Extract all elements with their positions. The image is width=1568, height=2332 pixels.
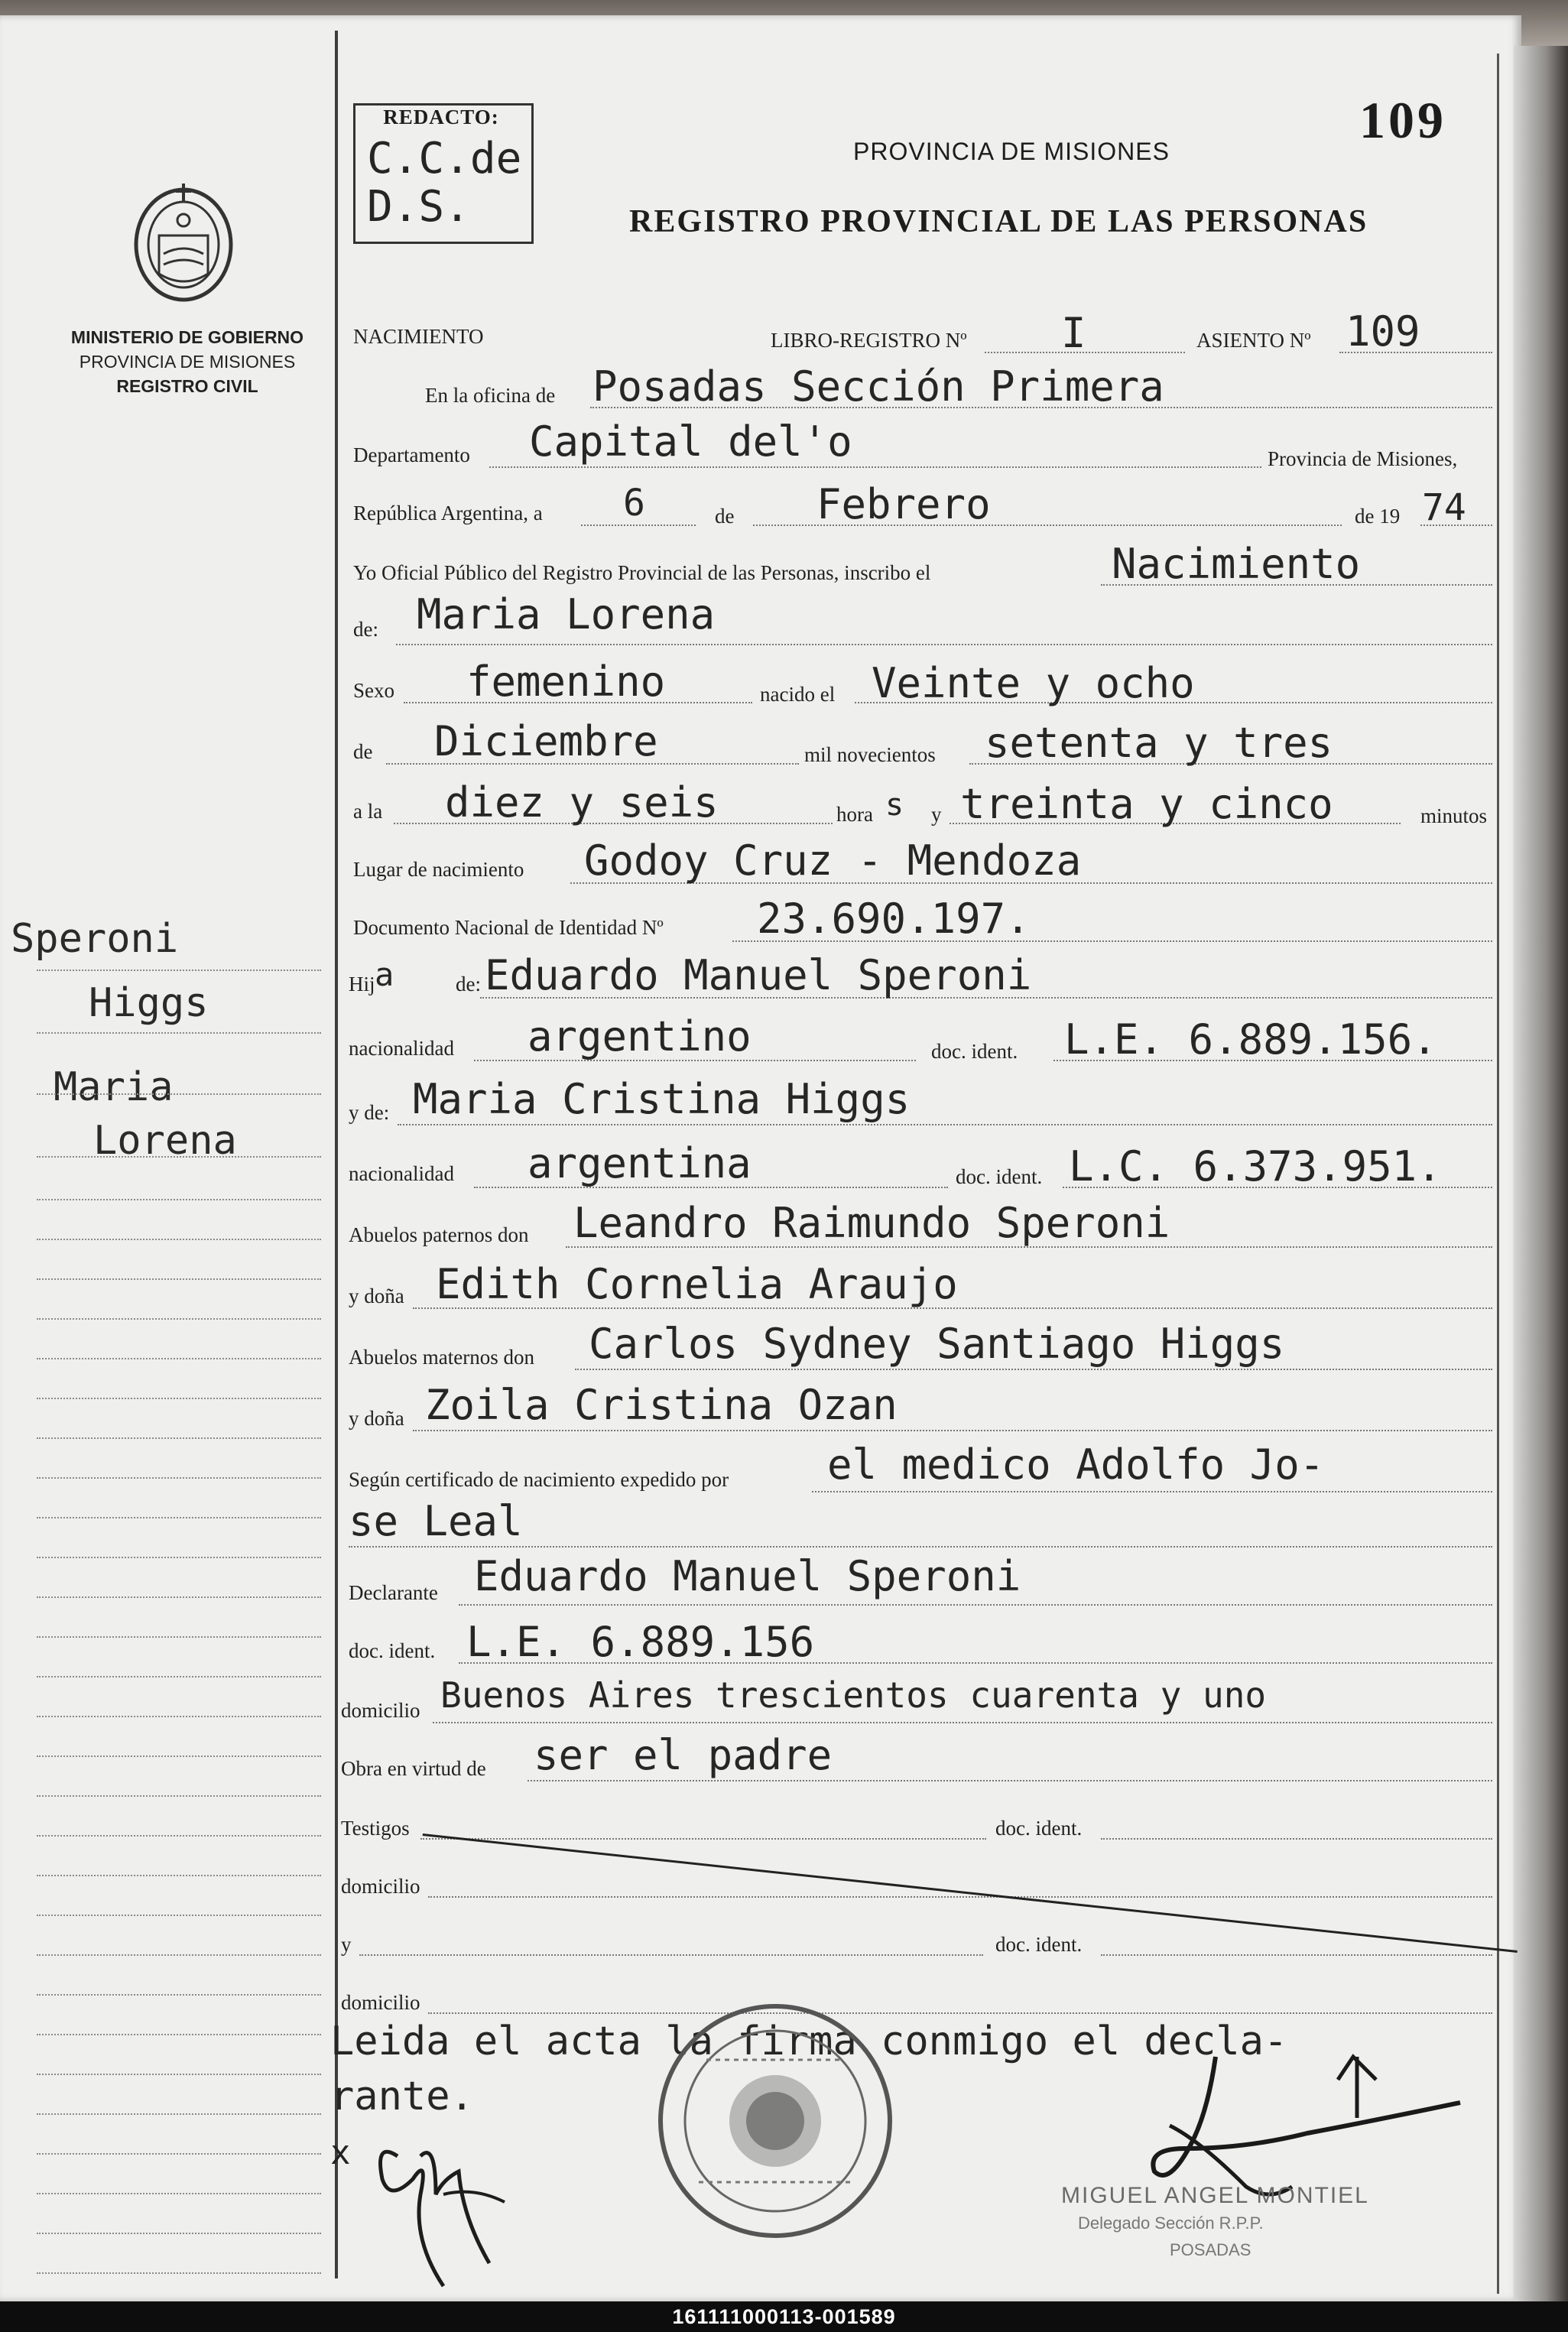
y2-line <box>359 1954 983 1956</box>
leida-line2: rante. <box>330 2074 474 2119</box>
margin-line <box>37 970 321 971</box>
oficial-label: Yo Oficial Público del Registro Provincial de las Personas, inscribo el <box>353 561 931 584</box>
madre-value: Maria Cristina Higgs <box>413 1075 911 1123</box>
y-label: y <box>931 803 942 826</box>
hija-label: Hij <box>349 973 375 995</box>
year-label: de 19 <box>1355 505 1401 528</box>
domicilio3-label: domicilio <box>341 1991 420 2014</box>
coat-of-arms-seal <box>128 174 239 309</box>
nacido-label: nacido el <box>760 683 836 706</box>
margin-note-name1: Maria <box>54 1064 174 1110</box>
horas-label: hora <box>836 803 873 826</box>
margin-line <box>37 1278 321 1280</box>
margin-line <box>37 1477 321 1479</box>
docident1-value: L.E. 6.889.156. <box>1064 1015 1437 1064</box>
domicilio2-line <box>428 1896 1492 1898</box>
redacto-label: REDACTO: <box>383 106 499 128</box>
province-heading: PROVINCIA DE MISIONES <box>853 138 1170 165</box>
ala-label: a la <box>353 800 383 823</box>
domicilio2-label: domicilio <box>341 1875 420 1898</box>
abuelos-mat-value: Carlos Sydney Santiago Higgs <box>589 1320 1285 1368</box>
lugar-value: Godoy Cruz - Mendoza <box>584 836 1082 885</box>
stamp-official-role: Delegado Sección R.P.P. <box>1078 2213 1264 2233</box>
de-month-value: Diciembre <box>434 717 658 765</box>
docident4-line <box>1101 1838 1492 1840</box>
page-stack-edge <box>1514 46 1568 2301</box>
margin-line <box>37 1994 321 1996</box>
ministry-registry: REGISTRO CIVIL <box>116 376 258 396</box>
margin-line <box>37 2272 321 2274</box>
min-value: treinta y cinco <box>960 780 1333 828</box>
horas-suffix: s <box>885 788 904 823</box>
ydona2-value: Zoila Cristina Ozan <box>425 1381 898 1429</box>
nac2-value: argentina <box>528 1139 752 1187</box>
ministry-block <box>46 325 329 398</box>
certificado-label: Según certificado de nacimiento expedido por <box>349 1468 729 1491</box>
margin-line <box>37 1557 321 1558</box>
obra-label: Obra en virtud de <box>341 1757 486 1780</box>
docident5-line <box>1101 1954 1492 1956</box>
dni-label: Documento Nacional de Identidad Nº <box>353 916 664 939</box>
sexo-label: Sexo <box>353 679 394 702</box>
docident1-label: doc. ident. <box>931 1040 1018 1063</box>
margin-line <box>37 1795 321 1797</box>
obra-value: ser el padre <box>534 1731 833 1779</box>
docident4-label: doc. ident. <box>995 1817 1083 1840</box>
ydona1-value: Edith Cornelia Araujo <box>436 1260 958 1308</box>
ministry-title: MINISTERIO DE GOBIERNO <box>70 327 304 347</box>
ala-value: diez y seis <box>445 778 719 827</box>
oficina-label: En la oficina de <box>425 384 556 407</box>
de-name-value: Maria Lorena <box>417 590 716 638</box>
nac1-label: nacionalidad <box>349 1037 454 1060</box>
redacto-line2: D.S. <box>367 182 470 232</box>
oficina-value: Posadas Sección Primera <box>592 362 1164 411</box>
day-value: 6 <box>623 482 645 525</box>
obra-line <box>528 1780 1492 1781</box>
margin-line <box>37 1318 321 1320</box>
certificado-value2: se Leal <box>349 1497 523 1545</box>
certificado-line <box>812 1491 1492 1492</box>
margin-line <box>37 1954 321 1956</box>
asiento-value: 109 <box>1346 307 1420 356</box>
margin-line <box>37 1156 321 1158</box>
nac2-label: nacionalidad <box>349 1162 454 1185</box>
lugar-label: Lugar de nacimiento <box>353 858 524 881</box>
docident2-label: doc. ident. <box>956 1165 1043 1188</box>
libro-value: I <box>1061 309 1086 357</box>
margin-line <box>37 1093 321 1095</box>
margin-line <box>37 1596 321 1598</box>
dni-value: 23.690.197. <box>757 895 1031 943</box>
domicilio-line <box>433 1722 1492 1723</box>
mil-label: mil novecientos <box>804 743 936 766</box>
docident5-label: doc. ident. <box>995 1933 1083 1956</box>
docident2-value: L.C. 6.373.951. <box>1069 1142 1442 1190</box>
de-name-label: de: <box>353 618 378 641</box>
stamp-official-city: POSADAS <box>1170 2240 1251 2259</box>
domicilio-value: Buenos Aires trescientos cuarenta y uno <box>440 1674 1267 1716</box>
sexo-value: femenino <box>466 658 666 706</box>
redacto-line1: C.C.de <box>367 134 522 184</box>
nacimiento-label: NACIMIENTO <box>353 325 484 348</box>
declarante-line <box>459 1604 1492 1606</box>
day-line <box>581 525 696 526</box>
margin-line <box>37 1875 321 1876</box>
margin-line <box>37 1239 321 1240</box>
margin-line <box>37 1835 321 1837</box>
de-month-label: de <box>353 740 373 763</box>
docident3-label: doc. ident. <box>349 1639 436 1662</box>
margin-line <box>37 1032 321 1034</box>
margin-line <box>37 1199 321 1200</box>
abuelos-mat-label: Abuelos maternos don <box>349 1346 534 1369</box>
hija-de-label: de: <box>456 973 481 995</box>
docident3-value: L.E. 6.889.156 <box>466 1618 815 1666</box>
padre-value: Eduardo Manuel Speroni <box>485 951 1032 999</box>
oficial-value: Nacimiento <box>1112 540 1361 588</box>
margin-note-surname1: Speroni <box>11 916 179 962</box>
mil-value: setenta y tres <box>985 719 1333 767</box>
leida-line1: Leida el acta la firma conmigo el decla- <box>330 2019 1288 2064</box>
republica-label: República Argentina, a <box>353 502 543 525</box>
domicilio-label: domicilio <box>341 1699 420 1722</box>
margin-line <box>37 1437 321 1439</box>
month-value: Febrero <box>816 480 991 528</box>
margin-line <box>37 1398 321 1399</box>
margin-divider <box>335 31 338 2278</box>
nac1-value: argentino <box>528 1012 752 1060</box>
margin-note-name2: Lorena <box>93 1118 237 1164</box>
libro-label: LIBRO-REGISTRO Nº <box>771 329 967 352</box>
svg-text:x: x <box>330 2133 351 2172</box>
abuelos-pat-value: Leandro Raimundo Speroni <box>573 1199 1170 1247</box>
abuelos-pat-label: Abuelos paternos don <box>349 1223 529 1246</box>
abuelos-mat-line <box>575 1369 1492 1370</box>
yde-label: y de: <box>349 1101 390 1124</box>
y2-label: y <box>341 1933 352 1956</box>
departamento-value: Capital del'o <box>529 417 852 466</box>
margin-line <box>37 1716 321 1717</box>
margin-line <box>37 1915 321 1916</box>
citizen-signature <box>329 2110 528 2301</box>
year-value: 74 <box>1422 486 1466 529</box>
declarante-label: Declarante <box>349 1581 438 1604</box>
hija-suffix: a <box>375 956 394 993</box>
certificado-line2 <box>349 1546 1492 1548</box>
provincia-label: Provincia de Misiones, <box>1268 447 1458 470</box>
margin-line <box>37 1676 321 1678</box>
margin-line <box>37 2074 321 2075</box>
minutos-label: minutos <box>1420 804 1488 827</box>
margin-line <box>37 2113 321 2115</box>
registry-heading: REGISTRO PROVINCIAL DE LAS PERSONAS <box>629 204 1368 239</box>
de-name-line <box>396 644 1492 645</box>
ydona2-line <box>413 1430 1492 1431</box>
margin-line <box>37 2193 321 2194</box>
margin-line <box>37 1755 321 1757</box>
margin-line <box>37 2034 321 2035</box>
testigos-label: Testigos <box>341 1817 410 1840</box>
testigos-line <box>420 1838 986 1840</box>
asiento-label: ASIENTO Nº <box>1196 329 1311 352</box>
domicilio3-line <box>428 2012 1492 2014</box>
margin-line <box>37 2233 321 2234</box>
official-round-stamp <box>653 1999 898 2243</box>
margin-line <box>37 2153 321 2155</box>
madre-line <box>398 1124 1492 1125</box>
page-number: 109 <box>1359 91 1446 149</box>
declarante-value: Eduardo Manuel Speroni <box>474 1552 1021 1600</box>
document-id: 161111000113-001589 <box>672 2305 896 2328</box>
stamp-official-name: MIGUEL ANGEL MONTIEL <box>1061 2183 1369 2208</box>
margin-line <box>37 1517 321 1518</box>
margin-line <box>37 1636 321 1638</box>
ydona2-label: y doña <box>349 1407 404 1430</box>
margin-line <box>37 1358 321 1359</box>
ydona1-label: y doña <box>349 1285 404 1307</box>
departamento-label: Departamento <box>353 443 470 466</box>
certificado-value: el medico Adolfo Jo- <box>827 1440 1325 1489</box>
nacido-value: Veinte y ocho <box>872 659 1195 707</box>
ministry-province: PROVINCIA DE MISIONES <box>79 352 296 372</box>
de-label: de <box>715 505 735 528</box>
margin-note-surname2: Higgs <box>89 980 209 1026</box>
right-border <box>1497 54 1499 2294</box>
departamento-line <box>489 466 1261 468</box>
